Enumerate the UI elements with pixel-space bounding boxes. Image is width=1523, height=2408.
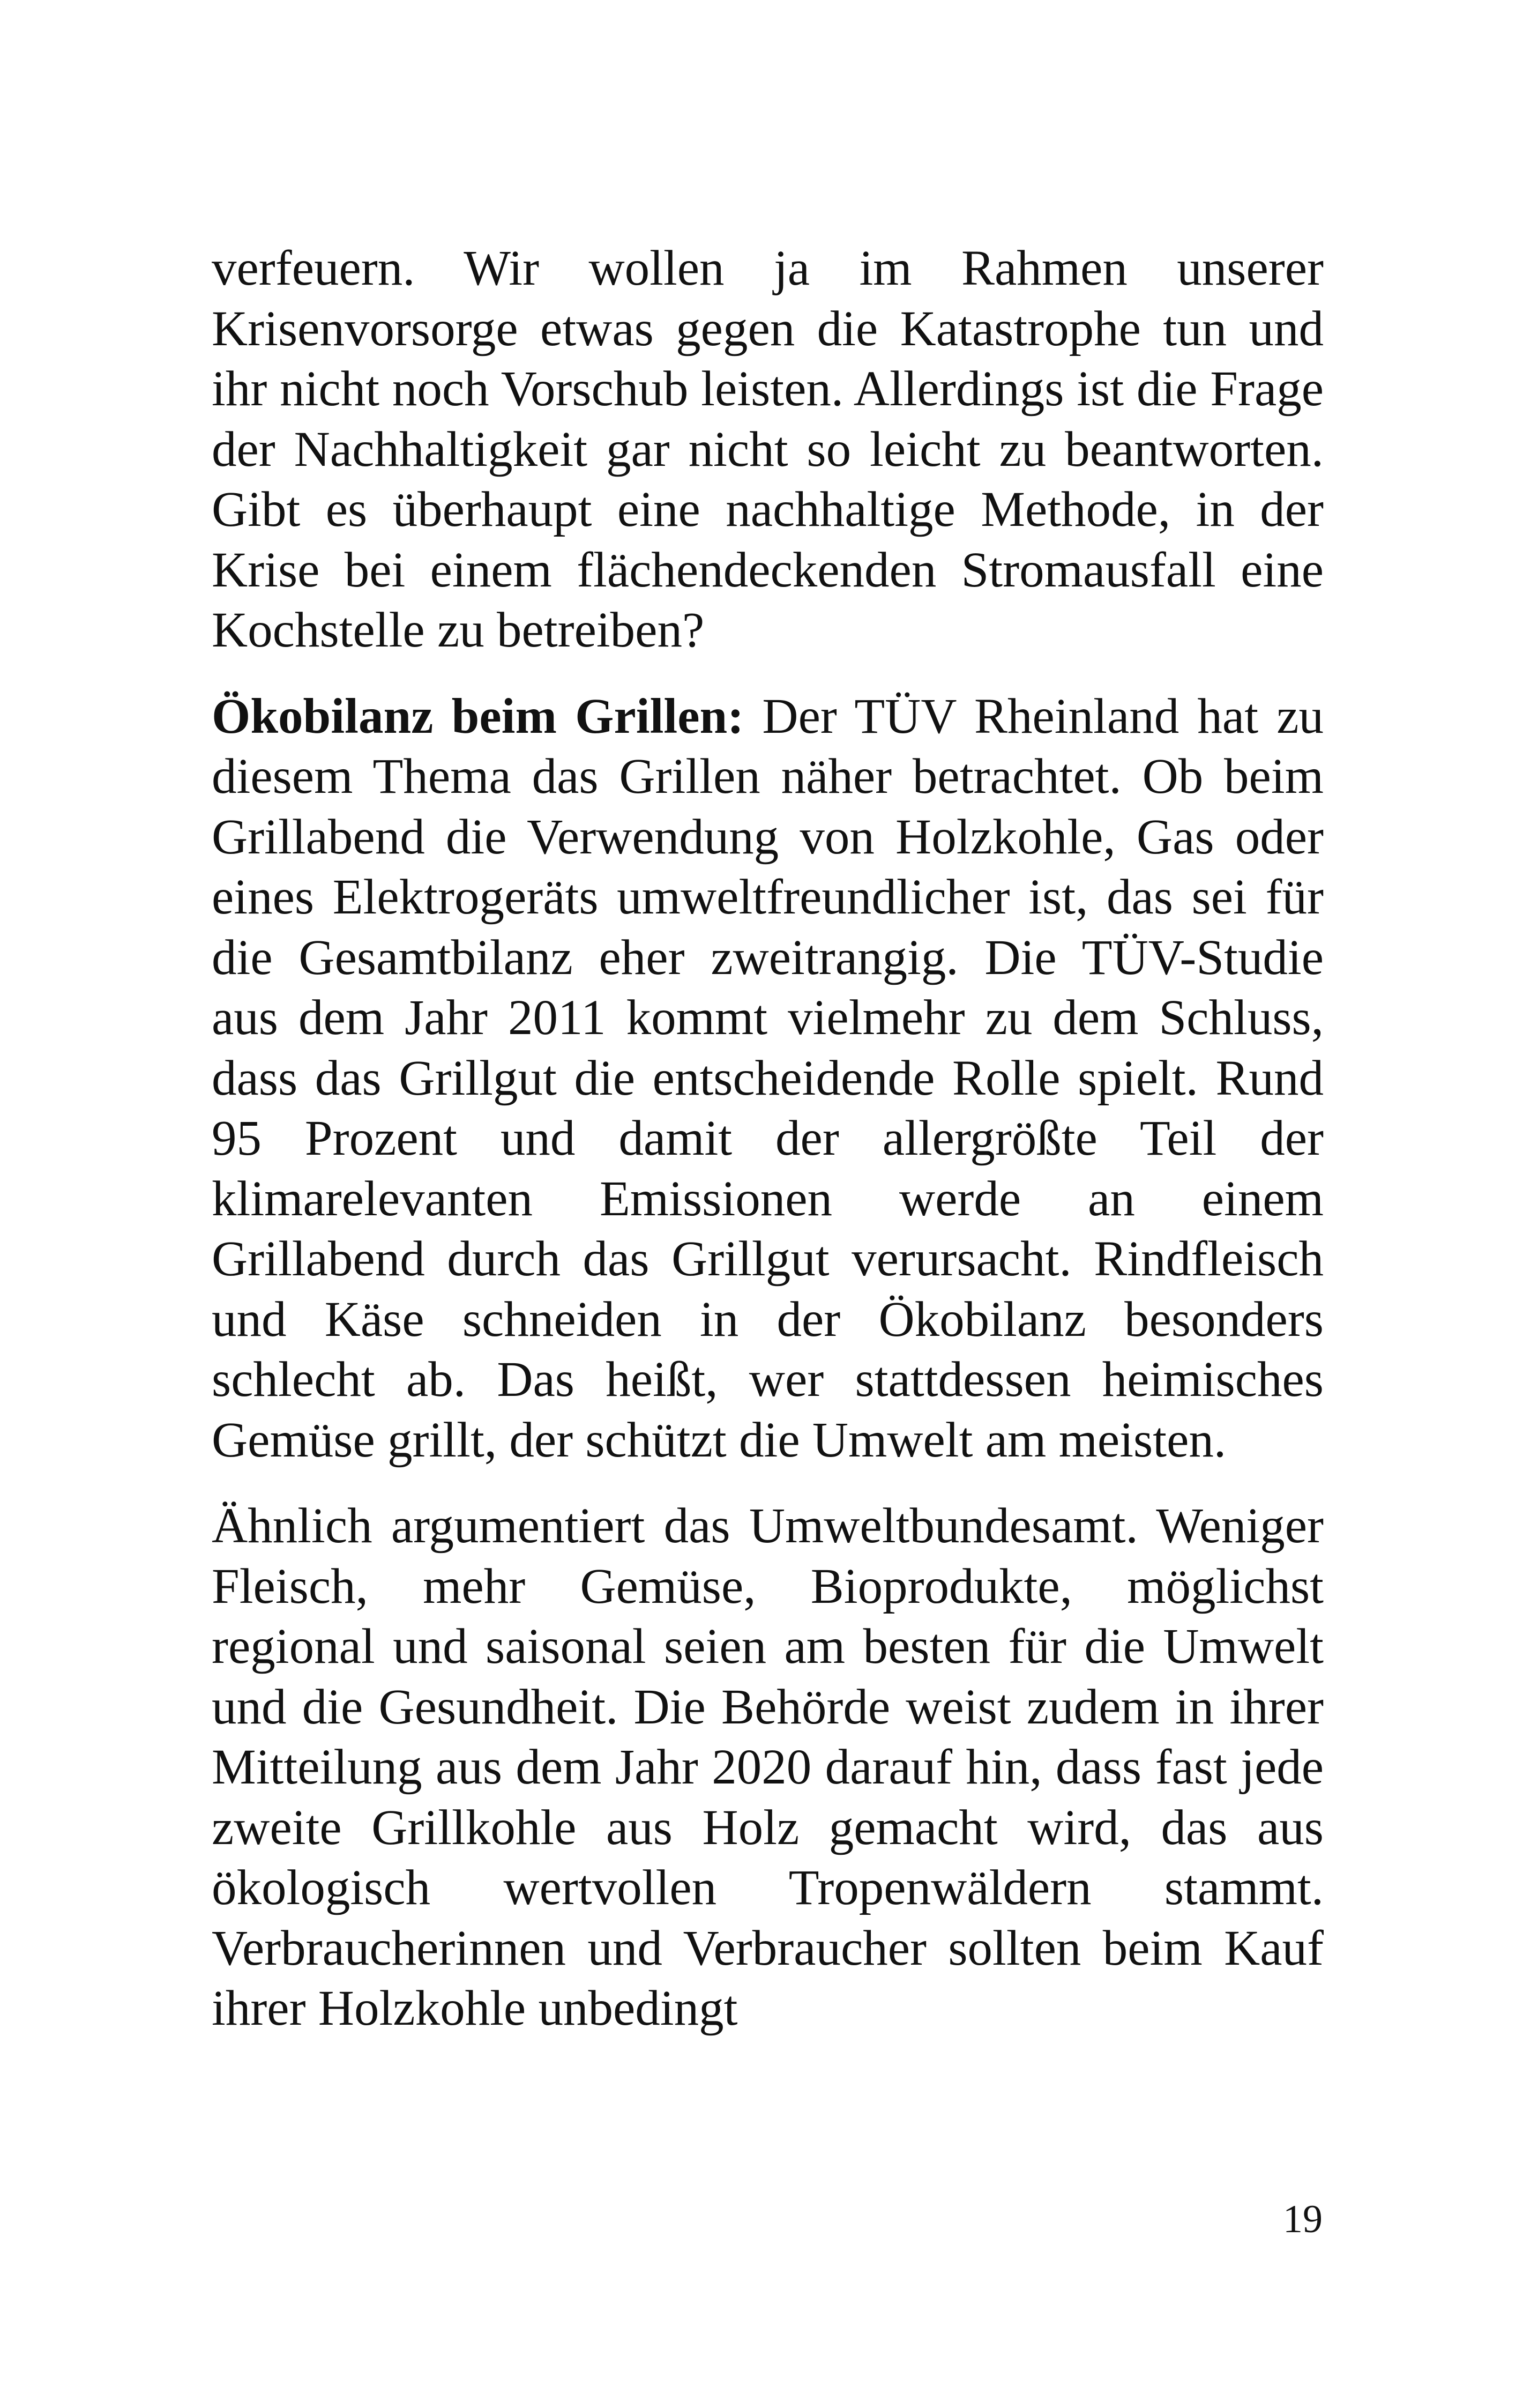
paragraph-1 (212, 239, 1324, 661)
paragraph-2-text: Der TÜV Rheinland hat zu diesem Thema das Grillen näher betrachtet. Ob beim Grillabend die Verwendung von Holzkohle, Gas oder eines Elektrogeräts umweltfreundlicher ist, das sei für die Gesamtbilanz eher zweitrangig. Die TÜV-Studie aus dem Jahr 2011 kommt vielmehr zu dem Schluss, dass das Grillgut die entscheidende Rolle spielt. Rund 95 Prozent und damit der allergrößte Teil der klimarelevanten Emissionen werde an einem Grillabend durch das Grillgut verursacht. Rindfleisch und Käse schneiden in der Ökobilanz besonders schlecht ab. Das heißt, wer stattdessen heimisches Gemüse grillt, der schützt die Umwelt am meisten. (212, 688, 1324, 1468)
paragraph-2-lead: Ökobilanz beim Grillen: (212, 688, 744, 744)
paragraph-1-text: verfeuern. Wir wollen ja im Rahmen unserer Krisenvorsorge etwas gegen die Katastrophe tun und ihr nicht noch Vorschub leisten. Allerdings ist die Frage der Nachhaltigkeit gar nicht so leicht zu beantworten. Gibt es überhaupt eine nachhaltige Methode, in der Krise bei einem flächendeckenden Stromausfall eine Kochstelle zu betreiben? (212, 241, 1324, 658)
page-number: 19 (1283, 2197, 1323, 2241)
paragraph-3-text: Ähnlich argumentiert das Umweltbundesamt. Weniger Fleisch, mehr Gemüse, Bioprodukte, möglichst regional und saisonal seien am besten für die Umwelt und die Gesundheit. Die Behörde weist zudem in ihrer Mitteilung aus dem Jahr 2020 darauf hin, dass fast jede zweite Grillkohle aus Holz gemacht wird, das aus ökologisch wertvollen Tropenwäldern stammt. Verbraucherinnen und Verbraucher sollten beim Kauf ihrer Holzkohle unbedingt (212, 1498, 1324, 2036)
paragraph-3 (212, 1496, 1324, 2039)
body-text (212, 239, 1324, 2039)
paragraph-2 (212, 687, 1324, 1471)
